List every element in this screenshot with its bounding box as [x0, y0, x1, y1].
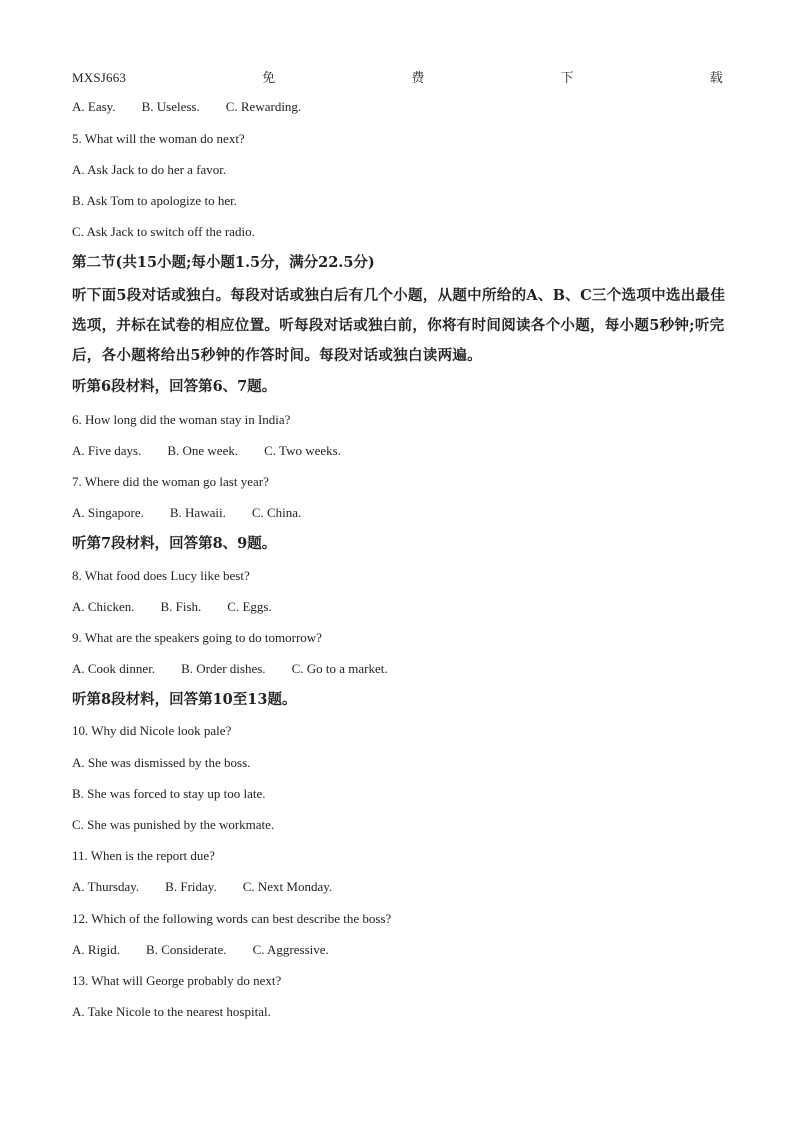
q8-question: 8. What food does Lucy like best?: [72, 568, 250, 583]
q13-question: 13. What will George probably do next?: [72, 973, 282, 988]
section2-title: 第二节(共15小题;每小题1.5分，满分22.5分): [72, 254, 375, 271]
q11-question: 11. When is the report due?: [72, 848, 215, 863]
material8-heading: 听第8段材料，回答第10至13题。: [72, 691, 297, 708]
q12-question: 12. Which of the following words can best describe the boss?: [72, 911, 392, 926]
q9-option-c: C. Go to a market.: [291, 661, 388, 676]
q9-options: [72, 660, 388, 678]
q7-option-b: B. Hawaii.: [169, 505, 226, 520]
q4-option-b: B. Useless.: [141, 99, 200, 114]
q5-option-a: A. Ask Jack to do her a favor.: [72, 162, 227, 177]
q4-option-c: C. Rewarding.: [225, 99, 302, 114]
header-word-4: 载: [709, 70, 723, 85]
material6-heading: 听第6段材料，回答第6、7题。: [72, 378, 277, 395]
q6-option-a: A. Five days.: [72, 443, 142, 458]
q9-option-b: B. Order dishes.: [181, 661, 266, 676]
header-code: MXSJ663: [72, 70, 127, 85]
q9-option-a: A. Cook dinner.: [72, 661, 156, 676]
q7-option-a: A. Singapore.: [72, 505, 144, 520]
q12-option-b: B. Considerate.: [146, 942, 227, 957]
page-header: [72, 67, 723, 86]
q11-option-b: B. Friday.: [165, 879, 217, 894]
q11-option-c: C. Next Monday.: [242, 879, 333, 894]
q8-options: [72, 598, 272, 616]
q12-option-c: C. Aggressive.: [252, 942, 329, 957]
q6-option-b: B. One week.: [167, 443, 239, 458]
q10-option-b: B. She was forced to stay up too late.: [72, 786, 266, 801]
section2-instructions: 听下面5段对话或独白。每段对话或独白后有几个小题，从题中所给的A、B、C三个选项中选出最佳选项，并标在试卷的相应位置。听每段对话或独白前，你将有时间阅读各个小题，每小题5秒钟;听完后，各小题将给出5秒钟的作答时间。每段对话或独白读两遍。: [72, 287, 726, 364]
q7-options: [72, 504, 301, 522]
q6-options: [72, 442, 341, 460]
q10-question: 10. Why did Nicole look pale?: [72, 723, 232, 738]
header-word-2: 费: [411, 70, 425, 85]
q5-option-b: B. Ask Tom to apologize to her.: [72, 193, 237, 208]
header-word-1: 免: [262, 70, 276, 85]
q11-option-a: A. Thursday.: [72, 879, 140, 894]
q4-option-a: A. Easy.: [72, 99, 116, 114]
q7-question: 7. Where did the woman go last year?: [72, 474, 269, 489]
material7-heading: 听第7段材料，回答第8、9题。: [72, 535, 277, 552]
q4-options: [72, 98, 301, 116]
q7-option-c: C. China.: [251, 505, 302, 520]
q8-option-b: B. Fish.: [160, 599, 202, 614]
q6-option-c: C. Two weeks.: [264, 443, 341, 458]
q12-option-a: A. Rigid.: [72, 942, 121, 957]
q6-question: 6. How long did the woman stay in India?: [72, 412, 291, 427]
q13-option-a: A. Take Nicole to the nearest hospital.: [72, 1004, 271, 1019]
header-word-3: 下: [560, 70, 574, 85]
q8-option-a: A. Chicken.: [72, 599, 135, 614]
q8-option-c: C. Eggs.: [227, 599, 272, 614]
q10-option-a: A. She was dismissed by the boss.: [72, 755, 251, 770]
q5-question: 5. What will the woman do next?: [72, 131, 245, 146]
q12-options: [72, 941, 329, 959]
q5-option-c: C. Ask Jack to switch off the radio.: [72, 224, 255, 239]
q9-question: 9. What are the speakers going to do tomorrow?: [72, 630, 322, 645]
q11-options: [72, 878, 332, 896]
q10-option-c: C. She was punished by the workmate.: [72, 817, 275, 832]
